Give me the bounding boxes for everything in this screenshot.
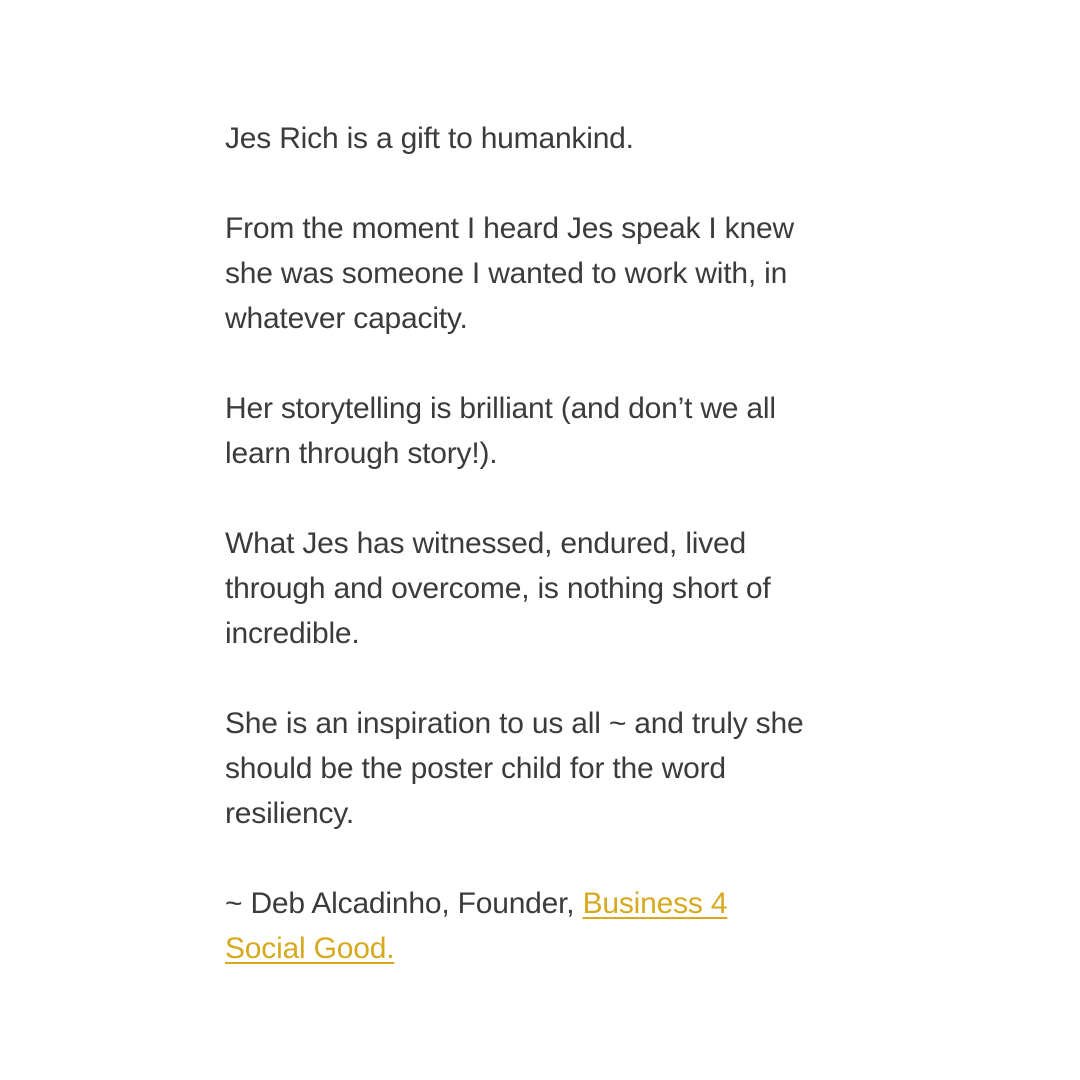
paragraph-experience: [225, 521, 885, 656]
text-line: She is an inspiration to us all ~ and truly she: [225, 707, 804, 740]
signature: [225, 881, 885, 971]
paragraph-inspiration: [225, 701, 885, 836]
text-line: should be the poster child for the word: [225, 752, 726, 785]
paragraph-storytelling: [225, 386, 885, 476]
business-4-social-good-link[interactable]: Business 4: [582, 887, 728, 920]
text-line: What Jes has witnessed, endured, lived: [225, 527, 747, 560]
paragraph-first-impression: [225, 206, 885, 341]
text-line: From the moment I heard Jes speak I knew: [225, 212, 794, 245]
text-line: Jes Rich is a gift to humankind.: [225, 122, 634, 155]
business-4-social-good-link-continued[interactable]: Social Good.: [225, 932, 395, 965]
signature-attribution: ~ Deb Alcadinho, Founder,: [225, 887, 583, 920]
text-line: she was someone I wanted to work with, in: [225, 257, 788, 290]
signature-line: [225, 926, 885, 971]
text-line: whatever capacity.: [225, 302, 468, 335]
text-line: Her storytelling is brilliant (and don’t we all: [225, 392, 776, 425]
text-line: resiliency.: [225, 797, 354, 830]
note-body[interactable]: [225, 116, 885, 971]
text-line: through and overcome, is nothing short of: [225, 572, 771, 605]
signature-line: [225, 881, 885, 926]
text-line: incredible.: [225, 617, 360, 650]
text-line: learn through story!).: [225, 437, 498, 470]
paragraph-intro: [225, 116, 885, 161]
